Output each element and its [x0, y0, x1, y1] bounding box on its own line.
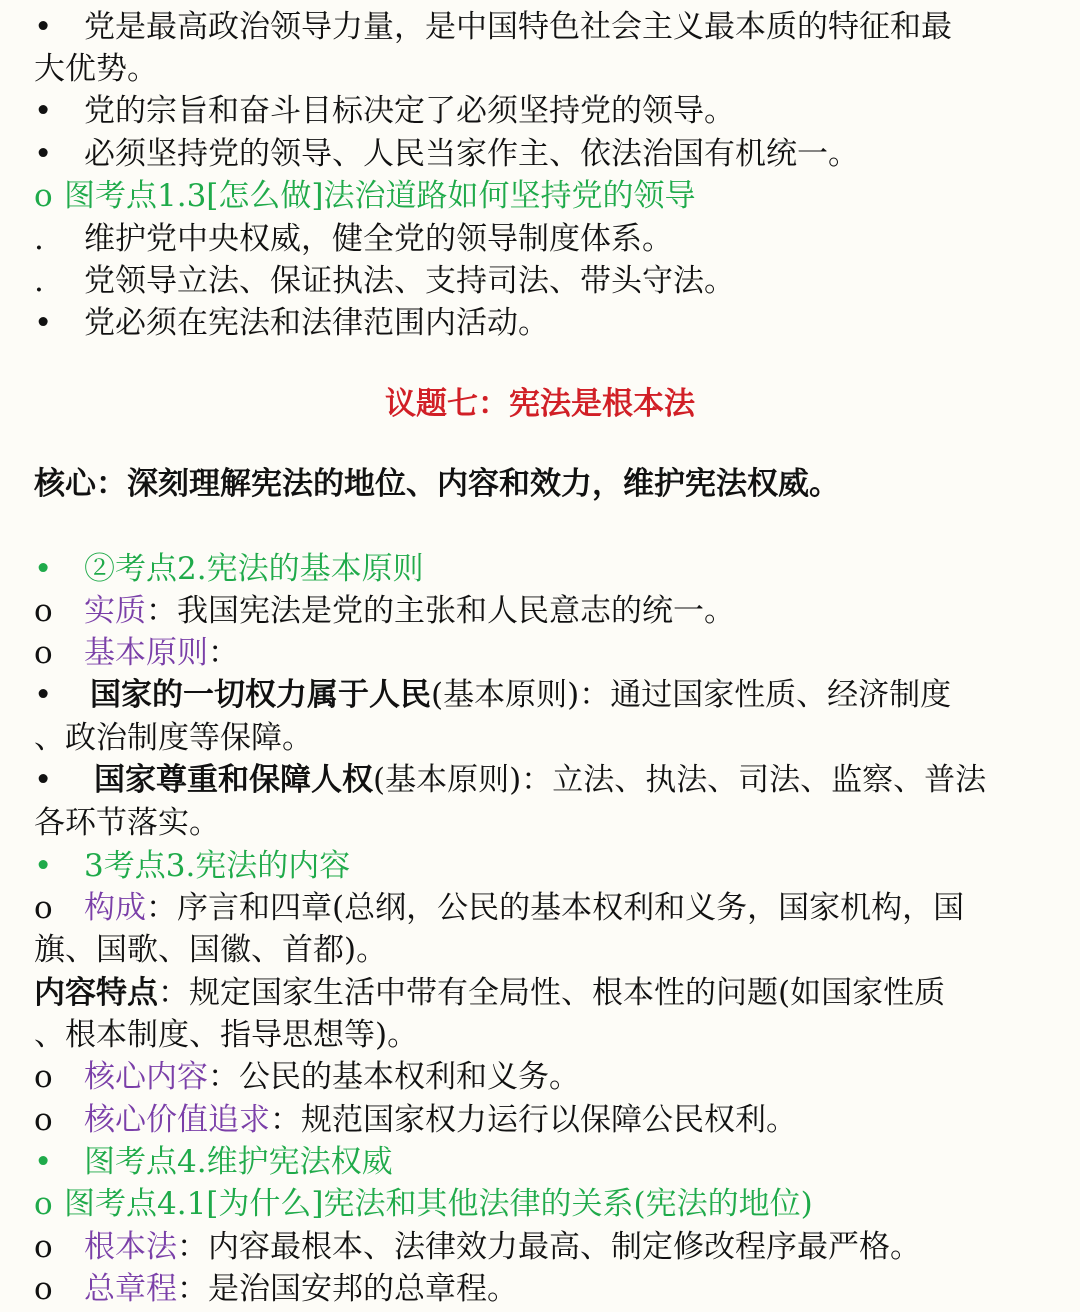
subheading-1-3 [34, 175, 1040, 217]
heading-text: 图考点1.3[怎么做]法治道路如何坚持党的领导 [64, 178, 696, 214]
bullet-marker: • [34, 848, 53, 884]
line-text: 各环节落实。 [34, 805, 220, 841]
continuation-line [34, 802, 1040, 844]
term-label: 核心内容 [84, 1059, 208, 1095]
circle-line [34, 887, 1040, 929]
feature-line [34, 972, 1040, 1014]
circle-line [34, 1268, 1040, 1310]
term-label: 核心价值追求 [84, 1102, 270, 1138]
bold-term: 国家的一切权力属于人民 [90, 677, 431, 713]
circle-marker: o [34, 1186, 53, 1222]
bullet-marker: • [34, 136, 53, 172]
circle-marker: o [34, 1102, 53, 1138]
term-label: 总章程 [84, 1271, 177, 1307]
bullet-line [34, 6, 1040, 48]
continuation-line [34, 1014, 1040, 1056]
circle-marker: o [34, 890, 53, 926]
circle-line [34, 632, 1040, 674]
term-label: 实质 [84, 593, 146, 629]
bold-term: 国家尊重和保障人权 [94, 762, 373, 798]
term-label: 构成 [84, 890, 146, 926]
heading-k2 [34, 548, 1040, 590]
circle-line [34, 1099, 1040, 1141]
page-title: 议题七：宪法是根本法 [385, 386, 695, 422]
heading-text: 图考点4.维护宪法权威 [84, 1144, 393, 1180]
bullet-line [34, 133, 1040, 175]
line-text: ：公民的基本权利和义务。 [208, 1059, 580, 1095]
circle-line [34, 1056, 1040, 1098]
line-text: (基本原则)：通过国家性质、经济制度 [431, 677, 952, 713]
term-label: 基本原则 [84, 635, 208, 671]
heading-k3 [34, 845, 1040, 887]
bullet-marker: • [34, 305, 53, 341]
line-text: 、根本制度、指导思想等)。 [34, 1017, 419, 1053]
line-text: 旗、国歌、国徽、首都)。 [34, 932, 388, 968]
circle-line [34, 590, 1040, 632]
bullet-marker: • [34, 9, 53, 45]
line-text: ：是治国安邦的总章程。 [177, 1271, 518, 1307]
bullet-line [34, 674, 1040, 716]
bullet-marker: • [34, 93, 53, 129]
bullet-line [34, 759, 1040, 801]
line-text: 、政治制度等保障。 [34, 720, 313, 756]
line-text: 维护党中央权威，健全党的领导制度体系。 [84, 221, 673, 257]
bullet-line [34, 90, 1040, 132]
line-text: ：序言和四章(总纲，公民的基本权利和义务，国家机构，国 [146, 890, 965, 926]
line-text: ：我国宪法是党的主张和人民意志的统一。 [146, 593, 735, 629]
bullet-line [34, 302, 1040, 344]
circle-marker: o [34, 1271, 53, 1307]
subheading-4-1 [34, 1183, 1040, 1225]
continuation-line [34, 48, 1040, 90]
line-text: 党领导立法、保证执法、支持司法、带头守法。 [84, 263, 735, 299]
circle-line [34, 1226, 1040, 1268]
term-label: 根本法 [84, 1229, 177, 1265]
heading-text: 3考点3.宪法的内容 [84, 848, 351, 884]
circle-marker: o [34, 1059, 53, 1095]
continuation-line [34, 929, 1040, 971]
line-text: 必须坚持党的领导、人民当家作主、依法治国有机统一。 [84, 136, 859, 172]
heading-text: ②考点2.宪法的基本原则 [84, 551, 424, 587]
bullet-marker: • [34, 1144, 53, 1180]
line-text: 党必须在宪法和法律范围内活动。 [84, 305, 549, 341]
line-text: ：内容最根本、法律效力最高、制定修改程序最严格。 [177, 1229, 921, 1265]
core-statement: 核心：深刻理解宪法的地位、内容和效力，维护宪法权威。 [34, 466, 840, 502]
line-text: 党的宗旨和奋斗目标决定了必须坚持党的领导。 [84, 93, 735, 129]
line-text: ： [208, 635, 239, 671]
dot-line [34, 218, 1040, 260]
dot-marker: . [34, 221, 44, 257]
dot-marker: . [34, 263, 44, 299]
heading-k4 [34, 1141, 1040, 1183]
circle-marker: o [34, 1229, 53, 1265]
bullet-marker: • [34, 677, 53, 713]
bold-term: 内容特点 [34, 975, 158, 1011]
continuation-line [34, 717, 1040, 759]
circle-marker: o [34, 635, 53, 671]
bullet-marker: • [34, 551, 53, 587]
bullet-marker: • [34, 762, 53, 798]
circle-marker: o [34, 178, 53, 214]
line-text: (基本原则)：立法、执法、司法、监察、普法 [373, 762, 987, 798]
line-text: ：规范国家权力运行以保障公民权利。 [270, 1102, 797, 1138]
heading-text: 图考点4.1[为什么]宪法和其他法律的关系(宪法的地位) [64, 1186, 813, 1222]
line-text: ：规定国家生活中带有全局性、根本性的问题(如国家性质 [158, 975, 946, 1011]
dot-line [34, 260, 1040, 302]
circle-marker: o [34, 593, 53, 629]
line-text: 党是最高政治领导力量，是中国特色社会主义最本质的特征和最 [84, 9, 952, 45]
line-text: 大优势。 [34, 51, 158, 87]
